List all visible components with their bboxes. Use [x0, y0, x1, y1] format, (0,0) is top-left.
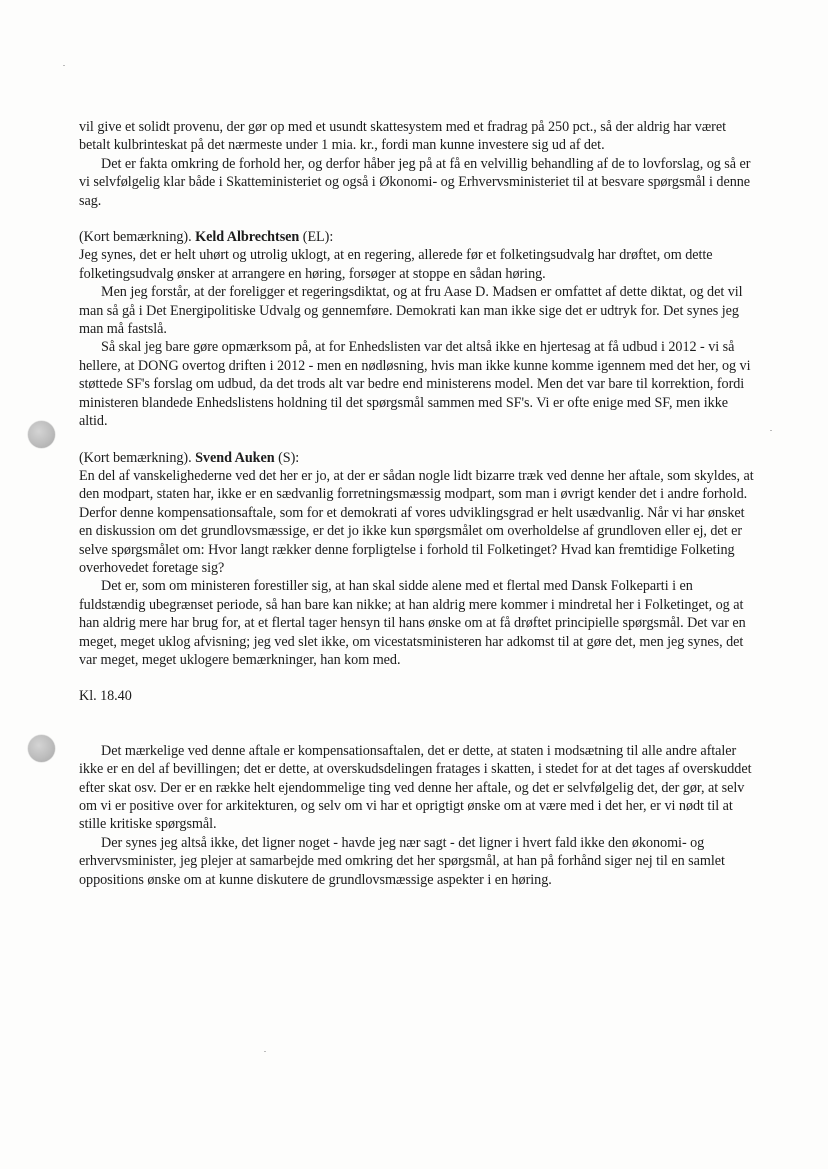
paragraph: Det mærkelige ved denne aftale er kompensationsaftalen, det er dette, at staten i modsætning til alle andre aftaler ikke er en del af bevillingen; det er dette, at overskudsdelingen fratages i skatten, i stedet for at det tages af overskuddet efter skat osv. Der er en række helt ejendommelige ting ved denne her aftale, og det er selvfølgelig det, der gør, at selv om vi er positive over for arkitekturen, og selv om vi har et oprigtigt ønske om at være med i det her, er vi nødt til at stille kritiske spørgsmål.	[79, 742, 752, 833]
scan-speck	[264, 1051, 266, 1052]
speaker-name: Keld Albrechtsen	[195, 229, 300, 246]
paragraph: Det er, som om ministeren forestiller sig, at han skal sidde alene med et flertal med Dansk Folkeparti i en fuldstændig ubegrænset periode, så han bare kan nikke; at han aldrig mere kommer i mindretal her i Folketinget, og at han aldrig mere har brug for, at et flertal tager hensyn til hans ønske om at få drøftet principielle spørgsmål. Det var en meget, meget uklog afvisning; jeg ved slet ikke, om vicestatsministeren har adkomst til at gøre det, men jeg synes, det var meget, meget uklogere bemærkninger, han kom med.	[79, 578, 746, 668]
paragraph: vil give et solidt provenu, der gør op med et usundt skattesystem med et fradrag på 250 pct., så der aldrig har været betalt kulbrinteskat på det nærmeste under 1 mia. kr., fordi man kunne investere sig ud af det.	[79, 119, 726, 154]
paragraph: Det er fakta omkring de forhold her, og derfor håber jeg på at få en velvillig behandling af de to lovforslag, og så er vi selvfølgelig klar både i Skatteministeriet og også i Økonomi- og Erhvervsministeriet til at besvare spørgsmål i denne sag.	[79, 155, 751, 209]
document-body	[79, 118, 755, 889]
paragraph: Der synes jeg altså ikke, det ligner noget - havde jeg nær sagt - det ligner i hvert fald ikke den økonomi- og erhvervsminister, jeg plejer at samarbejde med omkring det her spørgsmål, at han på forhånd siger nej til en samlet oppositions ønske om at kunne diskutere de grundlovsmæssige aspekter i en høring.	[79, 834, 725, 888]
spacer	[79, 706, 755, 742]
paragraph: Men jeg forstår, at der foreligger et regeringsdiktat, og at fru Aase D. Madsen er omfattet af dette diktat, og det vil man så gå i Det Energipolitiske Udvalg og gennemføre. Demokrati kan man ikke sige det er udtryk for. Det synes jeg man må fastslå.	[79, 284, 743, 338]
punch-hole-bottom	[28, 735, 55, 762]
speaker-name: Svend Auken	[195, 449, 275, 466]
punch-hole-top	[28, 421, 55, 448]
spacer	[79, 669, 755, 687]
speaker-heading	[79, 228, 755, 246]
speaker-party: (S):	[278, 449, 300, 466]
spacer	[79, 431, 755, 449]
speaker-party: (EL):	[302, 229, 334, 246]
scan-speck	[63, 65, 65, 66]
spacer	[79, 210, 755, 228]
speaker-heading	[79, 449, 755, 467]
paragraph: En del af vanskelighederne ved det her er jo, at der er sådan nogle lidt bizarre træk ved denne her aftale, som skyldes, at den modpart, staten har, ikke er en sædvanlig forretningsmæssig modpart, som man i øvrigt kender det i andre forhold. Derfor denne kompensationsaftale, som for et demokrati af vores udviklingsgrad er helt usædvanlig. Når vi har ønsket en diskussion om det grundlovsmæssige, er det jo ikke kun spørgsmålet om overholdelse af grundloven eller ej, det er selve spørgsmålet om: Hvor langt rækker denne forpligtelse i forhold til Folketinget? Hvad kan fremtidige Folketing overhovedet foretage sig?	[79, 467, 754, 576]
scan-speck	[770, 430, 772, 431]
time-stamp: Kl. 18.40	[79, 688, 132, 705]
speaker-prefix: (Kort bemærkning).	[79, 229, 192, 246]
speaker-prefix: (Kort bemærkning).	[79, 449, 192, 466]
paragraph: Så skal jeg bare gøre opmærksom på, at for Enhedslisten var det altså ikke en hjertesag at få udbud i 2012 - vi så hellere, at DONG overtog driften i 2012 - men en nødløsning, hvis man ikke kunne komme igennem med det her, og vi støttede SF's forslag om udbud, da det trods alt var bedre end ministerens model. Men det var bare til korrektion, fordi ministeren blandede Enhedslistens holdning til det spørgsmål sammen med SF's. Vi er ofte enige med SF, men ikke altid.	[79, 339, 751, 430]
paragraph: Jeg synes, det er helt uhørt og utrolig uklogt, at en regering, allerede før et folketingsudvalg har drøftet, om dette folketingsudvalg ønsker at arrangere en høring, forsøger at stoppe en sådan høring.	[79, 247, 713, 282]
